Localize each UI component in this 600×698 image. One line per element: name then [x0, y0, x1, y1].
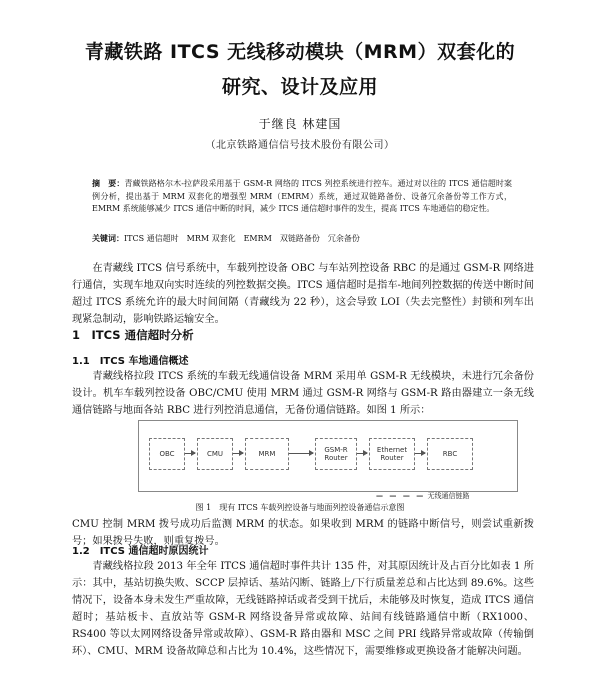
mrm-box: MRM	[245, 438, 289, 470]
legend-dash: — — — —	[376, 491, 426, 500]
subsection-1-2-text: 青藏线格拉段 2013 年全年 ITCS 通信超时事件共计 135 件，对其原因统计及占百分比如表 1 所示：其中，基站切换失败、SCCP 层掉话、基站闪断、链路上/下行质量差总和占比达到 89.6%。这些情况下，设备本身未发生严重故障，无线链路掉话或者受到干扰后，未能够及时恢复，造成 ITCS 通信超时；基站板卡、直放站等 GSM-R 网络设备异常或故障、站间有线链路通信中断（RX1000、RS400 等以太网网络设备异常或故障）、GSM-R 路由器和 MSC 之间 PRI 线路异常或故障（传输倒环）、CMU、MRM 设备故障总和占比为 10.4%，这些情况下，需要维修或更换设备才能解决问题。	[72, 561, 534, 657]
obc-box: OBC	[149, 438, 185, 470]
figure-legend	[376, 491, 470, 501]
legend-text: 无线通信链路	[427, 492, 470, 500]
authors: 于继良 林建国	[258, 117, 342, 131]
subsection-1-1-heading: 1.1 ITCS 车地通信概述	[72, 356, 189, 367]
affiliation: （北京铁路通信信号技术股份有限公司）	[205, 140, 395, 151]
keywords	[92, 233, 522, 244]
keywords-text: ITCS 通信超时 MRM 双套化 EMRM 双链路备份 冗余备份	[124, 234, 360, 243]
intro-paragraph: 在青藏线 ITCS 信号系统中，车载列控设备 OBC 与车站列控设备 RBC 的是通过 GSM-R 网络进行通信，实现车地双向实时连续的列控数据交换。ITCS 通信超时是指车-地间列控数据的传送中断时间超过 ITCS 系统允许的最大时间间隔（青藏线为 22 秒），这会导致 LOI（失去完整性）封锁和列车出现紧急制动，影响铁路运输安全。	[72, 263, 534, 325]
arrow-gsmr-ethernet	[357, 453, 367, 454]
paper-title-line-2: 研究、设计及应用	[221, 76, 378, 98]
figure-1-caption: 图 1 现有 ITCS 车载列控设备与地面列控设备通信示意图	[195, 503, 405, 512]
figure-1-diagram	[138, 420, 518, 492]
rbc-box: RBC	[427, 438, 473, 470]
arrow-cmu-mrm	[233, 453, 243, 454]
abstract-label: 摘 要：	[92, 179, 125, 188]
abstract-text: 青藏铁路格尔木-拉萨段采用基于 GSM-R 网络的 ITCS 列控系统进行控车。通过对以往的 ITCS 通信超时案例分析，提出基于 MRM 双套化的增强型 MRM（EMRM）系统，通过双链路备份、设备冗余备份等工作方式，EMRM 系统能够减少 ITCS 通信中断的时间，减少 ITCS 通信超时事件的发生，提高 ITCS 车地通信的稳定性。	[92, 179, 512, 213]
arrow-ethernet-rbc	[415, 453, 425, 454]
section-1-heading: 1 ITCS 通信超时分析	[72, 328, 194, 342]
cmu-box: CMU	[197, 438, 233, 470]
abstract	[92, 178, 512, 216]
subsection-1-1-text: 青藏线格拉段 ITCS 系统的车载无线通信设备 MRM 采用单 GSM-R 无线模块，未进行冗余备份设计。机车车载列控设备 OBC/CMU 使用 MRM 通过 GSM-R 网络与 GSM-R 路由器建立一条无线通信链路与地面各站 RBC 进行列控消息通信，无备份通信链路。如图 1 所示：	[72, 371, 534, 416]
arrow-obc-cmu	[185, 453, 195, 454]
gsm-r-router-box: GSM-R Router	[315, 438, 357, 470]
subsection-1-2-heading: 1.2 ITCS 通信超时原因统计	[72, 546, 209, 557]
keywords-label: 关键词：	[92, 234, 124, 243]
ethernet-router-box: Ethernet Router	[369, 438, 415, 470]
after-figure-paragraph: CMU 控制 MRM 拨号成功后监测 MRM 的状态。如果收到 MRM 的链路中断信号，则尝试重新拨号；如果拨号失败，则重复拨号。	[72, 519, 534, 547]
paper-title-line-1: 青藏铁路 ITCS 无线移动模块（MRM）双套化的	[84, 41, 516, 63]
arrow-mrm-gsmr	[289, 453, 313, 454]
